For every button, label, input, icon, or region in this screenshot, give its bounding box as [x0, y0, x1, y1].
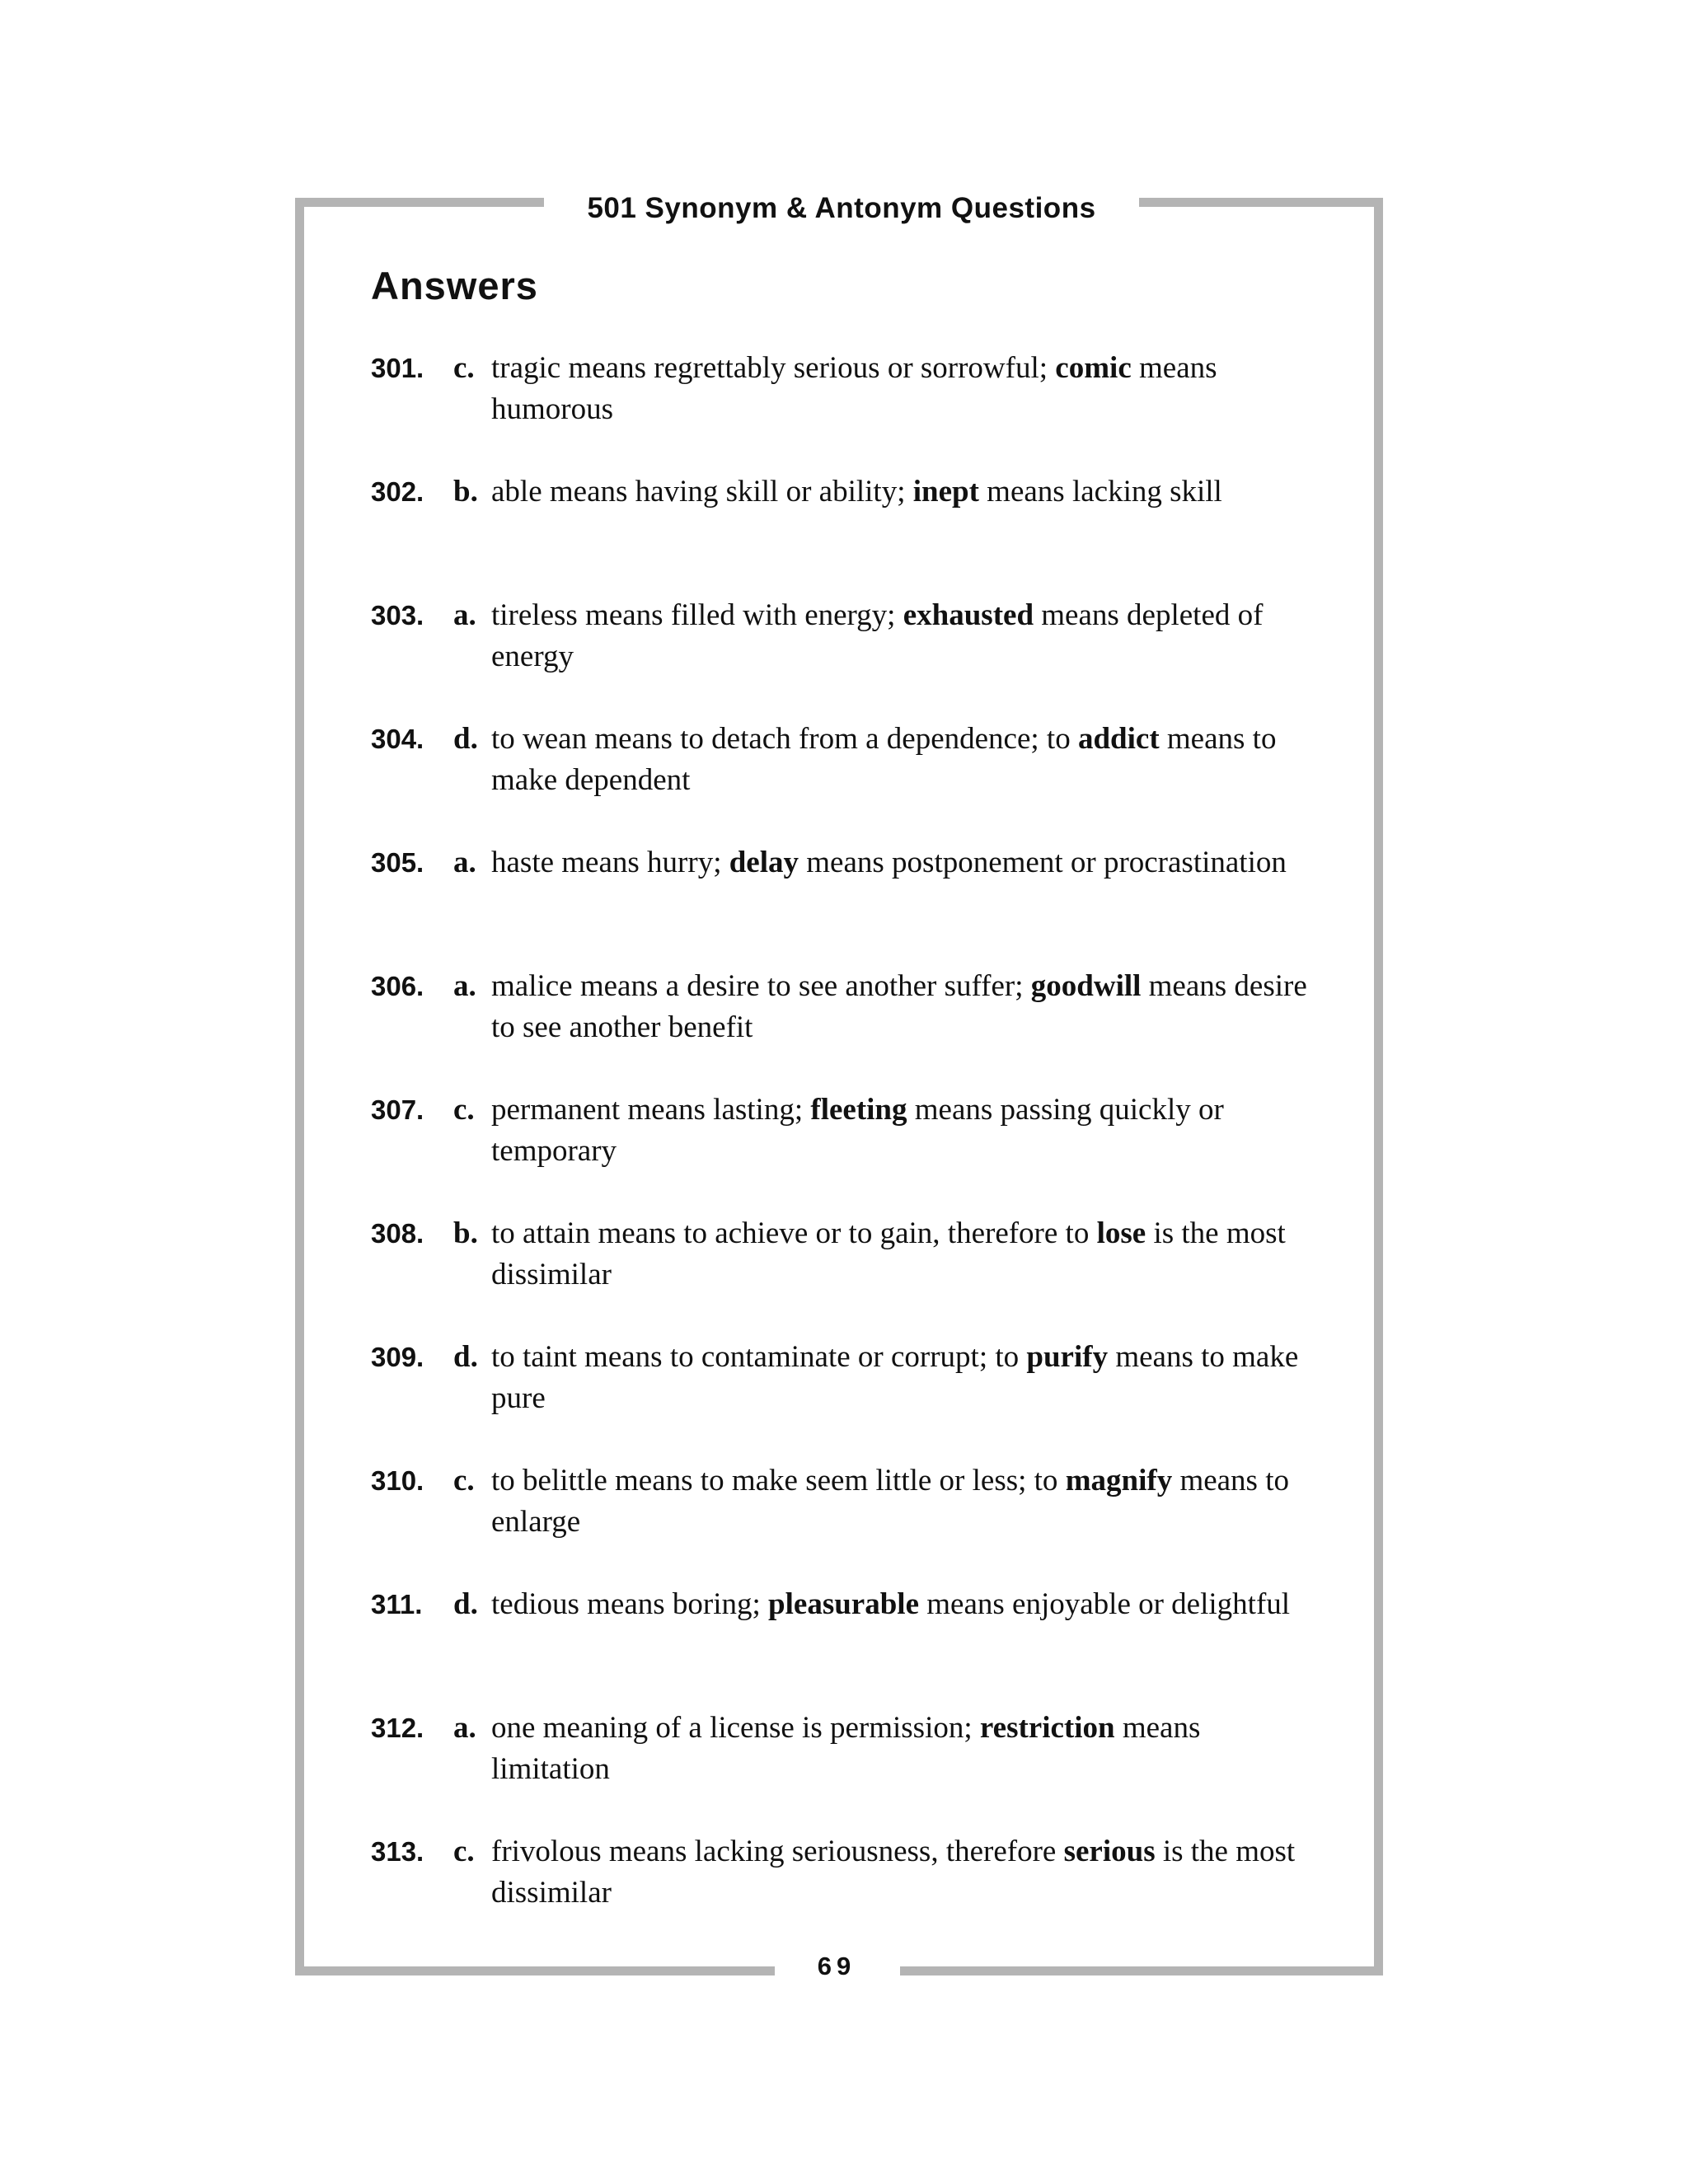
answer-number: 305. — [371, 847, 424, 878]
answer-keyword: comic — [1055, 351, 1132, 385]
answer-number: 307. — [371, 1094, 424, 1125]
answer-letter: c. — [453, 351, 475, 385]
answer-keyword: goodwill — [1030, 969, 1142, 1003]
answer-letter: a. — [453, 598, 476, 632]
explanation-text: tedious means boring; — [491, 1587, 769, 1621]
answer-letter: d. — [453, 1340, 478, 1374]
answer-explanation — [491, 471, 1315, 513]
answer-number: 303. — [371, 600, 424, 630]
answer-item — [371, 1831, 1319, 1955]
answer-explanation — [491, 348, 1315, 430]
explanation-text: means passing quickly or temporary — [491, 1093, 1224, 1168]
section-title: Answers — [371, 264, 538, 307]
answer-item — [371, 1090, 1319, 1213]
answer-explanation — [491, 1584, 1315, 1625]
answer-number: 306. — [371, 971, 424, 1001]
answer-keyword: addict — [1077, 722, 1160, 756]
page-number: 69 — [817, 1952, 856, 1980]
answer-explanation — [491, 719, 1315, 801]
answer-explanation — [491, 1831, 1315, 1914]
explanation-text: means depleted of energy — [491, 598, 1264, 673]
answer-number: 313. — [371, 1836, 424, 1867]
explanation-text: to wean means to detach from a dependence; to — [491, 722, 1078, 756]
answer-keyword: restriction — [979, 1711, 1115, 1745]
answer-item — [371, 471, 1319, 595]
answer-keyword: exhausted — [903, 598, 1034, 632]
answer-item — [371, 1584, 1319, 1708]
explanation-text: means postponement or procrastination — [799, 846, 1287, 879]
answer-item — [371, 842, 1319, 966]
answer-number: 311. — [371, 1589, 423, 1619]
frame-top-left — [295, 198, 544, 207]
frame-bottom-right — [900, 1966, 1383, 1975]
explanation-text: is the most dissimilar — [491, 1835, 1296, 1910]
answer-explanation — [491, 1708, 1315, 1790]
answer-keyword: pleasurable — [768, 1587, 920, 1621]
explanation-text: frivolous means lacking seriousness, therefore — [491, 1835, 1064, 1868]
explanation-text: able means having skill or ability; — [491, 475, 913, 509]
answer-letter: c. — [453, 1464, 475, 1497]
answer-letter: a. — [453, 1711, 476, 1745]
answer-item — [371, 1708, 1319, 1831]
answer-item — [371, 1337, 1319, 1460]
answer-explanation — [491, 966, 1315, 1048]
frame-bottom-left — [295, 1966, 775, 1975]
answer-item — [371, 1460, 1319, 1584]
answer-letter: b. — [453, 1216, 478, 1250]
answer-keyword: inept — [912, 475, 979, 509]
explanation-text: one meaning of a license is permission; — [491, 1711, 980, 1745]
explanation-text: means to make pure — [491, 1340, 1299, 1415]
explanation-text: means limitation — [491, 1711, 1201, 1786]
answer-keyword: delay — [729, 846, 799, 879]
frame-top-right — [1139, 198, 1383, 207]
answer-explanation — [491, 1213, 1315, 1296]
answer-letter: c. — [453, 1835, 475, 1868]
frame-left — [295, 198, 304, 1975]
answer-letter: d. — [453, 722, 478, 756]
explanation-text: to belittle means to make seem little or less; to — [491, 1464, 1066, 1497]
answer-keyword: serious — [1063, 1835, 1156, 1868]
answer-letter: a. — [453, 846, 476, 879]
explanation-text: to attain means to achieve or to gain, therefore to — [491, 1216, 1097, 1250]
answer-item — [371, 1213, 1319, 1337]
answer-item — [371, 719, 1319, 842]
answer-explanation — [491, 1460, 1315, 1543]
answer-number: 302. — [371, 476, 424, 507]
explanation-text: permanent means lasting; — [491, 1093, 811, 1127]
answer-letter: c. — [453, 1093, 475, 1127]
explanation-text: means desire to see another benefit — [491, 969, 1307, 1044]
running-head: 501 Synonym & Antonym Questions — [587, 192, 1096, 224]
explanation-text: is the most dissimilar — [491, 1216, 1286, 1291]
answer-letter: a. — [453, 969, 476, 1003]
explanation-text: means lacking skill — [978, 475, 1222, 509]
answer-number: 301. — [371, 353, 424, 383]
answer-number: 312. — [371, 1713, 424, 1743]
answer-number: 308. — [371, 1218, 424, 1249]
answer-explanation — [491, 1337, 1315, 1419]
answer-letter: b. — [453, 475, 478, 509]
frame-right — [1374, 198, 1383, 1975]
answer-number: 309. — [371, 1342, 424, 1372]
answer-item — [371, 966, 1319, 1090]
answer-letter: d. — [453, 1587, 478, 1621]
answer-keyword: purify — [1026, 1340, 1109, 1374]
explanation-text: haste means hurry; — [491, 846, 729, 879]
explanation-text: tireless means filled with energy; — [491, 598, 903, 632]
answer-keyword: fleeting — [810, 1093, 907, 1127]
explanation-text: means to enlarge — [491, 1464, 1289, 1539]
answer-explanation — [491, 1090, 1315, 1172]
answer-item — [371, 595, 1319, 719]
answer-keyword: magnify — [1065, 1464, 1173, 1497]
explanation-text: to taint means to contaminate or corrupt; to — [491, 1340, 1027, 1374]
answer-item — [371, 348, 1319, 471]
explanation-text: tragic means regrettably serious or sorrowful; — [491, 351, 1056, 385]
explanation-text: malice means a desire to see another suffer; — [491, 969, 1031, 1003]
answer-number: 304. — [371, 724, 424, 754]
answer-explanation — [491, 842, 1315, 883]
explanation-text: means enjoyable or delightful — [919, 1587, 1291, 1621]
answer-keyword: lose — [1096, 1216, 1146, 1250]
explanation-text: means to make dependent — [491, 722, 1277, 797]
answer-explanation — [491, 595, 1315, 677]
answer-number: 310. — [371, 1465, 424, 1496]
explanation-text: means humorous — [491, 351, 1217, 426]
answer-list — [371, 348, 1319, 1955]
